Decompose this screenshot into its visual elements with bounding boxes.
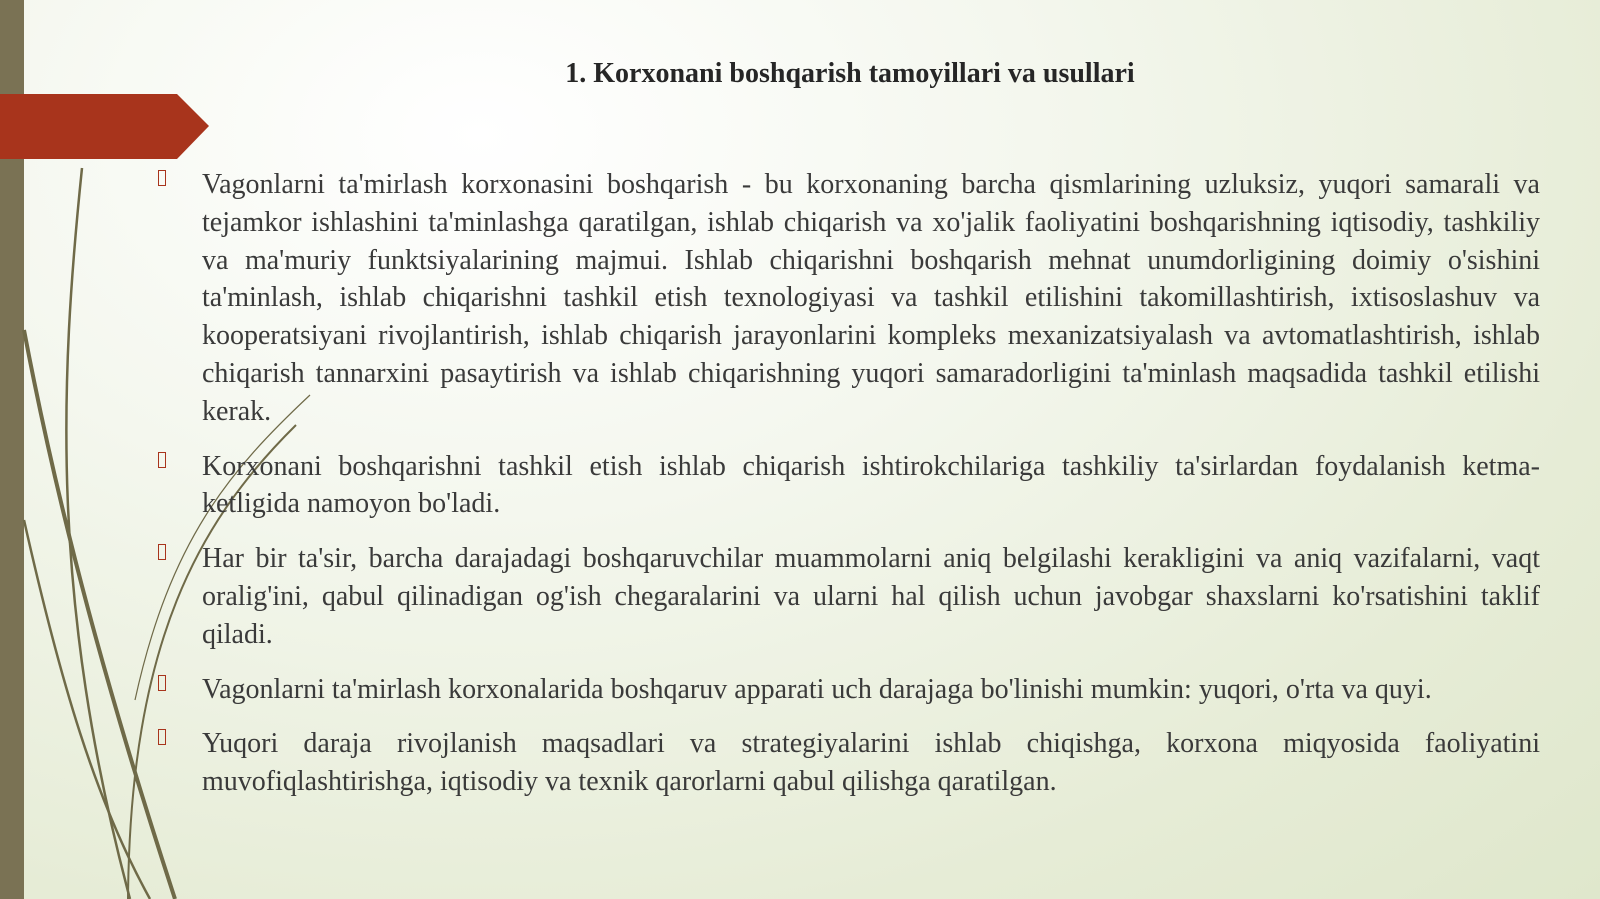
bullet-marker-icon	[158, 170, 166, 186]
bullet-item	[158, 725, 1540, 801]
bullet-item	[158, 540, 1540, 653]
red-arrow-banner	[0, 94, 209, 159]
bullet-item	[158, 448, 1540, 524]
bullet-text: Har bir ta'sir, barcha darajadagi boshqaruvchilar muammolarni aniq belgilashi kerakligini va aniq vazifalarni, vaqt oralig'ini, qabul qilinadigan og'ish chegaralarini va ularni hal qilish uchun javobgar shaxslarni ko'rsatishini taklif qiladi.	[202, 543, 1540, 650]
bullet-item	[158, 671, 1540, 709]
bullet-text: Korxonani boshqarishni tashkil etish ishlab chiqarish ishtirokchilariga tashkiliy ta'sirlardan foydalanish ketma-ketligida namoyon bo'ladi.	[202, 450, 1540, 520]
bullet-item	[158, 166, 1540, 431]
bullet-text: Yuqori daraja rivojlanish maqsadlari va strategiyalarini ishlab chiqishga, korxona miqyosida faoliyatini muvofiqlashtirishga, iqtisodiy va texnik qarorlarni qabul qilishga qaratilgan.	[202, 728, 1540, 798]
bullet-text: Vagonlarni ta'mirlash korxonasini boshqarish - bu korxonaning barcha qismlarining uzluksiz, yuqori samarali va tejamkor ishlashini ta'minlashga qaratilgan, ishlab chiqarish va xo'jalik faoliyatini boshqarishning iqtisodiy, tashkiliy va ma'muriy funktsiyalarining majmui. Ishlab chiqarishni boshqarish mehnat unumdorligining doimiy o'sishini ta'minlash, ishlab chiqarishni tashkil etish texnologiyasi va tashkil etilishini takomillashtirish, ixtisoslashuv va kooperatsiyani rivojlantirish, ishlab chiqarish jarayonlarini kompleks mexanizatsiyalash va avtomatlashtirish, ishlab chiqarish tannarxini pasaytirish va ishlab chiqarishning yuqori samaradorligini ta'minlash maqsadida tashkil etilishi kerak.	[202, 169, 1540, 427]
slide-title: 1. Korxonani boshqarish tamoyillari va usullari	[565, 58, 1135, 89]
bullet-marker-icon	[158, 675, 166, 691]
bullet-text: Vagonlarni ta'mirlash korxonalarida boshqaruv apparati uch darajaga bo'linishi mumkin: yuqori, o'rta va quyi.	[202, 673, 1432, 705]
bullet-list	[158, 166, 1540, 818]
bullet-marker-icon	[158, 544, 166, 560]
bullet-marker-icon	[158, 729, 166, 745]
bullet-marker-icon	[158, 452, 166, 468]
